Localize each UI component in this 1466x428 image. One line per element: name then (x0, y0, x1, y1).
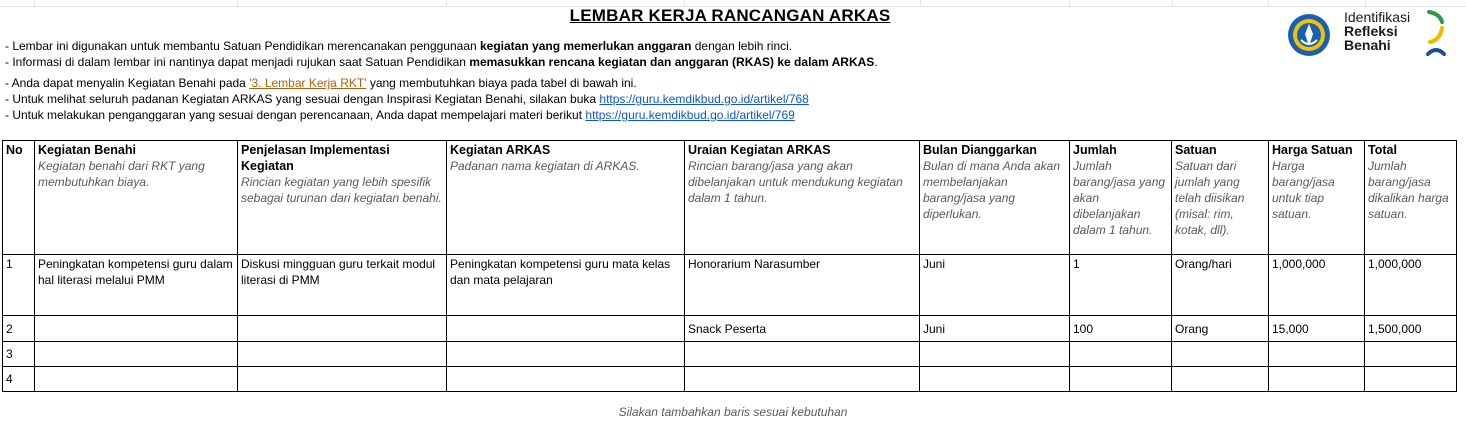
cell-total[interactable]: 1,500,000 (1365, 316, 1457, 342)
table-row (3, 255, 1457, 316)
info-line-2-bold: memasukkan rencana kegiatan dan anggaran (RKAS) ke dalam ARKAS (469, 55, 875, 69)
header-title: Penjelasan Implementasi Kegiatan (241, 143, 390, 173)
header-cell-satuan[interactable] (1172, 141, 1269, 255)
cell-kegiatan-arkas[interactable] (447, 342, 685, 367)
header-description: Rincian barang/jasa yang akan dibelanjakan untuk mendukung kegiatan dalam 1 tahun. (688, 159, 903, 205)
info-line-2 (5, 54, 878, 70)
cell-bulan-dianggarkan[interactable]: Juni (920, 255, 1070, 316)
irb-logo (1286, 8, 1456, 58)
info-line-1-bold: kegiatan yang memerlukan anggaran (480, 39, 692, 53)
cell-harga-satuan[interactable] (1269, 342, 1365, 367)
cell-satuan[interactable] (1172, 342, 1269, 367)
irb-logo-text (1344, 10, 1410, 52)
info-line-5-text: - Untuk melakukan penganggaran yang sesuai dengan perencanaan, Anda dapat mempelajari materi berikut (5, 108, 586, 122)
header-description: Harga barang/jasa untuk tiap satuan. (1272, 159, 1335, 221)
cell-bulan-dianggarkan[interactable] (920, 367, 1070, 392)
header-title: Jumlah (1073, 143, 1117, 157)
header-title: Total (1368, 143, 1397, 157)
header-cell-kegiatan-arkas[interactable] (447, 141, 685, 255)
header-title: Uraian Kegiatan ARKAS (688, 143, 831, 157)
footer-note: Silakan tambahkan baris sesuai kebutuhan (618, 405, 848, 419)
cell-no[interactable]: 1 (3, 255, 35, 316)
cell-penjelasan-implementasi[interactable] (238, 367, 447, 392)
cell-penjelasan-implementasi[interactable] (238, 342, 447, 367)
info-line-3-text: - Anda dapat menyalin Kegiatan Benahi pada (5, 76, 250, 90)
header-title: Bulan Dianggarkan (923, 143, 1037, 157)
header-description: Kegiatan benahi dari RKT yang membutuhkan biaya. (38, 159, 205, 189)
cell-kegiatan-benahi[interactable] (35, 367, 238, 392)
cell-harga-satuan[interactable]: 15,000 (1269, 316, 1365, 342)
cell-no[interactable]: 2 (3, 316, 35, 342)
artikel-769-link[interactable]: https://guru.kemdikbud.go.id/artikel/769 (585, 108, 795, 122)
page-title: LEMBAR KERJA RANCANGAN ARKAS (569, 6, 891, 25)
info-line-4 (5, 91, 809, 107)
cell-penjelasan-implementasi[interactable] (238, 316, 447, 342)
header-cell-uraian-kegiatan[interactable] (685, 141, 920, 255)
header-description: Bulan di mana Anda akan membelanjakan barang/jasa yang diperlukan. (923, 159, 1060, 221)
info-line-2-tail: . (874, 55, 878, 69)
info-line-2-text: - Informasi di dalam lembar ini nantinya dapat menjadi rujukan saat Satuan Pendidikan (5, 55, 470, 69)
header-title: Kegiatan ARKAS (450, 143, 551, 157)
cell-satuan[interactable] (1172, 367, 1269, 392)
cell-jumlah[interactable]: 100 (1070, 316, 1172, 342)
rkt-sheet-link[interactable]: '3. Lembar Kerja RKT' (249, 76, 367, 90)
header-title: Harga Satuan (1272, 143, 1353, 157)
cell-jumlah[interactable] (1070, 367, 1172, 392)
cell-kegiatan-arkas[interactable] (447, 367, 685, 392)
cell-kegiatan-benahi[interactable] (35, 316, 238, 342)
artikel-768-link[interactable]: https://guru.kemdikbud.go.id/artikel/768 (599, 92, 809, 106)
cell-total[interactable]: 1,000,000 (1365, 255, 1457, 316)
header-description: Rincian kegiatan yang lebih spesifik sebagai turunan dari kegiatan benahi. (241, 175, 442, 205)
cell-uraian-kegiatan[interactable]: Snack Peserta (685, 316, 920, 342)
header-description: Padanan nama kegiatan di ARKAS. (450, 159, 640, 173)
info-line-3 (5, 75, 637, 91)
cell-kegiatan-arkas[interactable] (447, 316, 685, 342)
cell-satuan[interactable]: Orang (1172, 316, 1269, 342)
header-description: Satuan dari jumlah yang telah diisikan (misal: rim, kotak, dll). (1175, 159, 1245, 237)
table-row (3, 316, 1457, 342)
header-title: Satuan (1175, 143, 1217, 157)
header-cell-no[interactable] (3, 141, 35, 255)
tut-wuri-handayani-emblem-icon (1286, 12, 1332, 58)
cell-jumlah[interactable] (1070, 342, 1172, 367)
irb-arc-icon (1426, 10, 1450, 56)
cell-total[interactable] (1365, 342, 1457, 367)
info-line-3-tail: yang membutuhkan biaya pada tabel di bawah ini. (366, 76, 637, 90)
cell-harga-satuan[interactable] (1269, 367, 1365, 392)
header-cell-total[interactable] (1365, 141, 1457, 255)
info-line-1-text: - Lembar ini digunakan untuk membantu Satuan Pendidikan merencanakan penggunaan (5, 39, 480, 53)
cell-no[interactable]: 4 (3, 367, 35, 392)
info-line-1-tail: dengan lebih rinci. (691, 39, 793, 53)
header-cell-jumlah[interactable] (1070, 141, 1172, 255)
cell-kegiatan-benahi[interactable] (35, 342, 238, 367)
table-row (3, 342, 1457, 367)
header-description: Jumlah barang/jasa yang akan dibelanjakan dalam 1 tahun. (1073, 159, 1166, 237)
header-title: Kegiatan Benahi (38, 143, 136, 157)
cell-kegiatan-benahi[interactable]: Peningkatan kompetensi guru dalam hal literasi melalui PMM (35, 255, 238, 316)
table-row (3, 367, 1457, 392)
cell-satuan[interactable]: Orang/hari (1172, 255, 1269, 316)
cell-harga-satuan[interactable]: 1,000,000 (1269, 255, 1365, 316)
cell-uraian-kegiatan[interactable]: Honorarium Narasumber (685, 255, 920, 316)
logo-line-refleksi: Refleksi (1344, 23, 1398, 39)
cell-kegiatan-arkas[interactable]: Peningkatan kompetensi guru mata kelas dan mata pelajaran (447, 255, 685, 316)
logo-line-identifikasi: Identifikasi (1344, 9, 1411, 25)
arkas-table (2, 140, 1457, 392)
header-row (3, 141, 1457, 255)
cell-uraian-kegiatan[interactable] (685, 367, 920, 392)
info-line-5 (5, 107, 795, 123)
header-cell-harga-satuan[interactable] (1269, 141, 1365, 255)
cell-total[interactable] (1365, 367, 1457, 392)
header-description: Jumlah barang/jasa dikalikan harga satuan. (1368, 159, 1449, 221)
cell-no[interactable]: 3 (3, 342, 35, 367)
cell-penjelasan-implementasi[interactable]: Diskusi mingguan guru terkait modul literasi di PMM (238, 255, 447, 316)
header-cell-bulan-dianggarkan[interactable] (920, 141, 1070, 255)
cell-bulan-dianggarkan[interactable]: Juni (920, 316, 1070, 342)
logo-line-benahi: Benahi (1344, 37, 1391, 53)
header-cell-penjelasan-implementasi[interactable] (238, 141, 447, 255)
cell-jumlah[interactable]: 1 (1070, 255, 1172, 316)
info-line-1 (5, 38, 792, 54)
header-cell-kegiatan-benahi[interactable] (35, 141, 238, 255)
cell-uraian-kegiatan[interactable] (685, 342, 920, 367)
info-line-4-text: - Untuk melihat seluruh padanan Kegiatan ARKAS yang sesuai dengan Inspirasi Kegiatan Benahi, silakan buka (5, 92, 600, 106)
cell-bulan-dianggarkan[interactable] (920, 342, 1070, 367)
header-title: No (6, 143, 23, 157)
